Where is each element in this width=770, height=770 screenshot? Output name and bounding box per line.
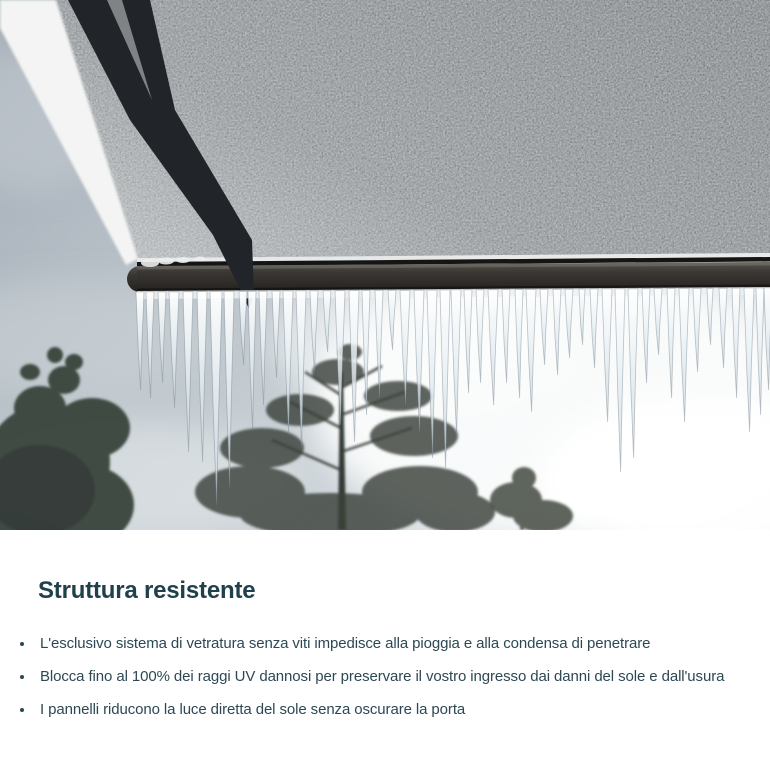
- feature-text: Blocca fino al 100% dei raggi UV dannosi per preservare il vostro ingresso dai danni del sole e dall'usura: [40, 668, 725, 685]
- bullet-dot: [20, 642, 24, 646]
- feature-text: L'esclusivo sistema di vetratura senza viti impedisce alla pioggia e alla condensa di penetrare: [40, 635, 651, 652]
- feature-bullet: [20, 700, 762, 720]
- feature-text: I pannelli riducono la luce diretta del sole senza oscurare la porta: [40, 701, 466, 718]
- bullet-dot: [20, 708, 24, 712]
- section-heading: Struttura resistente: [38, 577, 256, 604]
- feature-list: [20, 634, 762, 733]
- feature-bullet: [20, 634, 762, 654]
- bullet-dot: [20, 675, 24, 679]
- feature-section: [0, 530, 770, 770]
- feature-bullet: [20, 667, 762, 687]
